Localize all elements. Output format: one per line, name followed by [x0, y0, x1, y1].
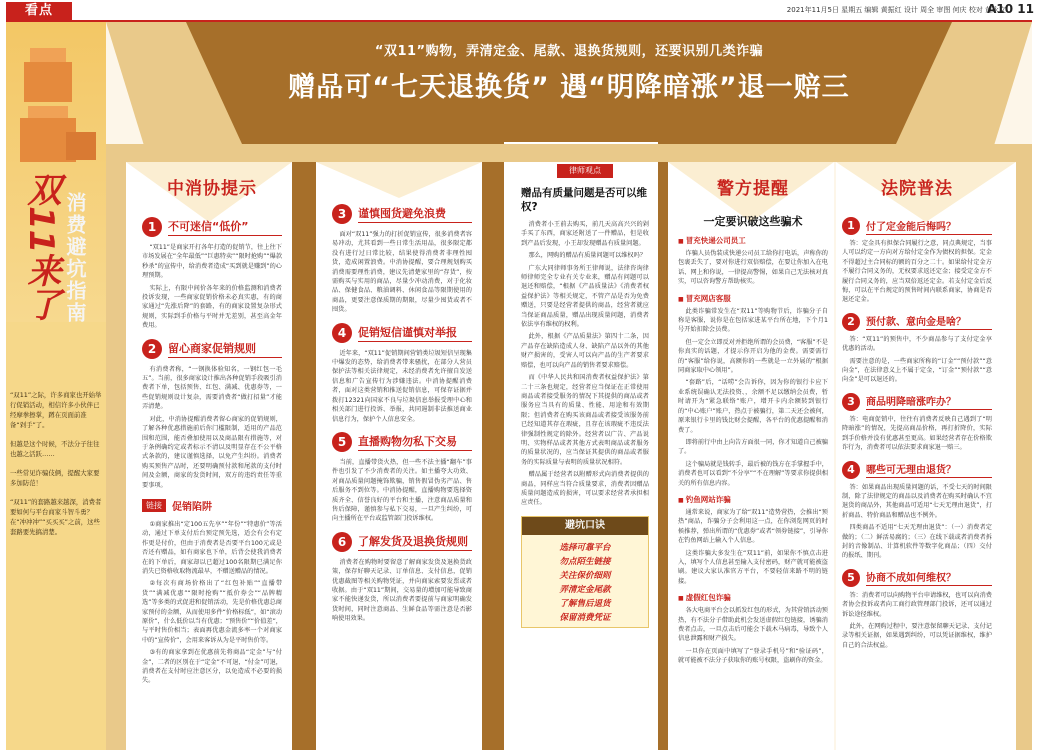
paragraph: 四类商品不适用“七天无理由退货”：（一）消费者定做的；（二）鲜活易腐的；（三）在线下载或者消费者拆封的音像制品、计算机软件等数字化商品；（四）交付的报纸、期刊。: [842, 524, 992, 560]
pitfall-item: 弄清定金尾款: [559, 584, 611, 595]
pitfall-title: 避坑口诀: [522, 517, 648, 535]
scam-title: ■ 冒充网店客服: [678, 293, 828, 304]
scam-title: ■ 虚假红包诈骗: [678, 592, 828, 603]
trap-heading: [142, 498, 282, 514]
lawyer-tag: 律师观点: [557, 164, 613, 178]
paragraph: 近年来，“双11”促销期间营销类垃圾短信呈现集中爆发的态势，给消费者带来骚扰，在部分人营员保护法等相关法律规定，未经消费者允许擅自发送信息和广告宣传行为涉嫌违法。中消协提醒消费者，面对这类营销和推送促销信息，可保存证据并拨打12321向国家不良与垃圾信息举报受理中心和相关部门进行投诉、举报，共同遏制非法推送商业信息行为，保护个人信息安全。: [332, 349, 472, 423]
paragraph: 广东大同律师事务所王律师说，法律咨询律师律师完全专业有关专业来，赠品有问题可以退还和赔偿，“根据《产品质量法》《消费者权益保护法》等相关规定，不管产品是否为免费赠送，只要是经营者提供的商品，经营者就应当保证商品质量，赠品出现质量问题，消费者依法享有维权的权利。: [521, 264, 649, 329]
pitfall-item: 了解售后退货: [559, 598, 611, 609]
sidebar-intro-p2: 但越是这个时候，不法分子往往也越之活跃……: [10, 440, 100, 458]
paragraph: 当前，直播带货火热，但一些不法主播“翻车”事件也引发了不少消费者的关注。如主播夸大功效、对商品质量问题掩饰欺骗，销售假冒伪劣产品、售后服务不到位等。中消协提醒，直播购物要选择资质齐全、信誉良好的平台和主播，注意商品质量和售后保障，谨慎参与私下交易，一旦产生纠纷，可向主播所在平台或监管部门投诉维权。: [332, 458, 472, 523]
paragraph: 但一定会立即反对并拒绝所谓的会员费，“客服”不是你真实的话题，才提示你开启为他的金费。需要需行的“客服”给你说，高额你的一些就是一立外展的“根据同商家取中心领用”。: [678, 338, 828, 375]
paragraph: 各大电商平台会以抓发红包的形式，为其营销活动预热，有不法分子借助此机会发送虚假红包链接，诱骗消费者点击，一旦点击后可能会下载木马病毒，导致个人信息泄露和财产损失。: [678, 607, 828, 643]
section-number: 5: [332, 432, 352, 452]
paragraph: 诈骗人员伪装成快递公司员工给你打电话，声称你的包裹丢失了，要对你进行双倍赔偿，在要让你加入在电话、网上和你说，一律提高警惕，如果自己无法核对真实，可以咨询警方帮助核实。: [678, 250, 828, 286]
column-consumer-association: [142, 146, 282, 689]
headline: [106, 40, 1032, 104]
paragraph: 此外，在网购过程中，要注意保留聊天记录、支付记录等相关证据，如果遇到纠纷，可以凭证据维权，维护自己的合法权益。: [842, 622, 992, 649]
paragraph: 消费者小王前去购买，前几天高高兴兴的剁手买了东西，商家还附送了一件赠品，但是收到产品后发现，小王却发现赠品有质量问题。: [521, 221, 649, 247]
section-title: 了解发货及退换货规则: [358, 533, 472, 551]
scam-title: ■ 冒充快递公司员工: [678, 235, 828, 246]
column-police-warning: [678, 146, 828, 669]
paragraph: 面对“双11”强力的打折促销宣传，很多消费者容易冲动，尤其看到一些日常生活用品，很多限定都没有进行过日常比较，结果使得消费者非理性囤货，造成闲置浪费。中消协提醒，要合理规划购买消费需要理性消费，建议先清楚家里的“存货”，按需购买与实用的商品，尽量少冲动消费，对于化妆品、保健食品、粮油调料、休闲食品等限期使用的商品，更要注意保质期的期限，尽量少囤货或者不囤货。: [332, 231, 472, 314]
sidebar-intro: [10, 390, 102, 546]
scam-body: [678, 307, 828, 488]
paragraph: ②每次有商场价格出了“红包补贴”“直播带货”“满减优惠”“限时抢购”“抵价券会”“品牌精选”等多类的式促进和促销活动，先是价格优惠总商家预付的金额，从而使用多件“价格标低”，如“滚动原价”，什么低价以当有优惠；“预售价”“价值差”，与平时售价相当；表面再优惠金流多率一个对商家中的“宣传价”，会用来客诉从为是平时售价等。: [142, 580, 282, 644]
section-title: 直播购物勿私下交易: [358, 433, 472, 451]
column-title: 警方提醒: [717, 179, 789, 199]
sidebar-intro-p3: 一些常见诈骗伎俩，提醒大家要多加防范！: [10, 469, 100, 487]
section-number: 2: [142, 339, 162, 359]
gift-box-icon: [24, 62, 72, 102]
trap-body: [142, 520, 282, 686]
lawyer-question-title: 赠品有质量问题是否可以维权?: [521, 187, 647, 213]
pitfall-item: 勿点陌生链接: [559, 556, 611, 567]
paragraph: 赠品属于经营者以附赠形式向消费者提供的商品，同样应当符合质量要求，消费者因赠品质量问题造成的损害，可以要求经营者承担相应责任。: [521, 471, 649, 507]
sidebar: [6, 22, 106, 750]
question-number: 4: [842, 461, 860, 479]
paragraph: 即将前行中由上向告方面很一同，你才知道自己被骗了。: [678, 438, 828, 456]
answer-body: [842, 335, 992, 385]
section-heading: [332, 432, 472, 452]
question-heading: [842, 569, 992, 587]
paragraph: 这个骗局就是钱转手，最后被的钱方在手掌握手中，消费者也可以看到“不分享”“不在理解”等要求你提供相关的所有信息内容。: [678, 460, 828, 487]
paragraph: 答：定金具有担保合同履行之意，同点典规定，当事人可以约定一方向对方给付定金作为债权的担保。定金不得超过主合同标的额的百分之二十。如果给付定金方不履行合同义务的，无权要求返还定金；接受定金方不履行合同义务的，应当双倍返还定金。若支付定金后反悔，可以在平台规定的预售时间内联系商家，协商是否退还定金。: [842, 240, 992, 304]
headline-subtitle: “双11”购物，弄清定金、尾款、退换货规则，还要识别几类诈骗: [374, 44, 764, 59]
column-lawyer-view: [521, 146, 649, 628]
section-heading: [332, 323, 472, 343]
paragraph: 实际上，有限中间价各年来的价格监测和消费者投诉发现，一些商家促销价格未必真实惠，有的商家通过“先涨后降”的套路，有的商家设置复杂形式规则，实际到手价格与平时并无差别，甚至高金年费用。: [142, 284, 282, 330]
section-heading: [142, 339, 282, 359]
issue-meta: 2021年11月5日 星期五 编辑 黄振红 设计 周全 审图 何庆 校对 黄永文: [786, 6, 1006, 14]
scam-body: [678, 508, 828, 586]
answer-body: [842, 239, 992, 305]
paragraph: 而《中华人民共和国消费者权益保护法》第二十三条也规定，经营者应当保证在正常使用商品或者接受服务的情况下其提供的商品或者服务应当具有的质量、性能、用途和有效期限；但消费者在购买该商品或者接受该服务前已经知道其存在瑕疵，且存在该瑕疵不违反法律强制性规定的除外。经营者以广告、产品说明、实物样品或者其他方式表明商品或者服务的质量状况的，应当保证其提供的商品或者服务的实际质量与表明的质量状况相符。: [521, 374, 649, 466]
question-number: 3: [842, 393, 860, 411]
paragraph: 一旦你在页面中填写了“登录手机号”和“验证码”，就可能被不法分子获取你的账号权限，盗刷你的资金。: [678, 647, 828, 665]
headline-title: 赠品可“七天退换货” 遇“明降暗涨”退一赔三: [288, 72, 850, 103]
column-title: 法院普法: [881, 179, 953, 199]
scam-body: [678, 606, 828, 665]
pitfall-item: 关注保价细则: [559, 570, 611, 581]
column-consumer-tips-2: [332, 196, 472, 627]
column-court-law: [842, 146, 992, 653]
paragraph: 需要注意的是，一些商家所称的“订金”“预付款”“意向金”，在法律意义上不属于定金，“订金”“预付款”“意向金”是可以退还的。: [842, 357, 992, 384]
section-body: [332, 458, 472, 524]
lawyer-body: [521, 220, 649, 508]
paragraph: 此外，根据《产品质量法》第四十二条，因产品存在缺陷造成人身、缺陷产品以外的其他财产损害的，受害人可以向产品的生产者要求赔偿，也可以向产品的销售者要求赔偿。: [521, 333, 649, 369]
section-tag: 看点: [6, 2, 72, 20]
paragraph: ③有的商家拿到在优惠前先将商品“定金”与“付金”，二者的区别在于“定金”不可退，“付金”可退，消费者在支付时应注意区分，以免造成不必要的损失。: [142, 649, 282, 685]
pitfall-box: [521, 516, 649, 628]
section-body: [332, 558, 472, 624]
package-small-icon: [66, 132, 96, 160]
paragraph: 那么，网购的赠品有质量问题可以维权吗？: [528, 252, 646, 260]
sidebar-subtitle: 消费避坑指南: [63, 192, 87, 324]
question-title: 协商不成如何维权？: [866, 569, 992, 586]
section-heading: [142, 217, 282, 237]
question-number: 5: [842, 569, 860, 587]
section-title: 不可迷信“低价”: [168, 218, 282, 236]
section-title: 促销短信谨慎对举报: [358, 324, 472, 342]
section-body: [332, 230, 472, 315]
question-title: 商品明降暗涨咋办？: [866, 393, 992, 410]
paragraph: 答：“双11”的预售中，不少商品参与了支付定金享优惠的活动。: [842, 335, 992, 353]
answer-body: [842, 415, 992, 453]
section-body: [332, 349, 472, 424]
paragraph: 这类诈骗大多发生在“双11”前，如果你不慎点击进入，填写个人信息甚至输入支付密码，财产就可能被盗刷。建议大家认准官方平台，不要轻信来路不明的链接。: [678, 549, 828, 585]
scam-title: ■ 钓鱼网站诈骗: [678, 494, 828, 505]
question-heading: [842, 313, 992, 331]
answer-body: [842, 483, 992, 561]
paragraph: 有消费者称，“一钢换体验知名，一钢红包一毛五”。当前，很多商家设计推出各种促销手段吸引消费者下单，包括预售、红包、满减、优惠券等，一些促销规则设计复杂，需要消费者“做打招量”才能弄清楚。: [142, 365, 282, 411]
section-number: 4: [332, 323, 352, 343]
paragraph: “双11”是商家开打各年打造的促销节，往上往下市场发展在“全年最低”“巨惠特卖”“限时抢购”“爆款秒杀”的宣传中，给消费者造成“买到就是赚到”的心理预期。: [142, 244, 283, 280]
question-title: 付了定金能后悔吗？: [866, 218, 992, 235]
section-heading: [332, 204, 472, 224]
column-title: 中消协提示: [167, 179, 257, 199]
paragraph: 答：消费者可以向购物平台申请维权，也可以向消费者协会投诉或者向工商行政管理部门投诉，还可以通过诉讼途径维权。: [842, 591, 992, 618]
paragraph: 此类诈骗常发生在“双11”等购物节后，诈骗分子自称是客服，说你是在包括家进某平台所在地，下个月1号开始扣除会员费。: [678, 307, 828, 334]
header-rule: [6, 20, 1032, 22]
section-body: [142, 243, 282, 331]
pitfall-list: [522, 541, 648, 625]
paragraph: 答：电商促销中，往往有消费者反映自己遇到了“明降暗涨”的情况，先提高商品价格，再打折降价，实际到手价格并没有优惠甚至更高。如果经营者存在价格欺诈行为，消费者可以依法要求商家退一赔三。: [842, 415, 992, 452]
section-number: 1: [142, 217, 162, 237]
paragraph: 消费者在购物时要留意了解商家发货及退换货政策，保存好聊天记录、订单信息、支付信息，促销优惠截图等相关购物凭证，并向商家索要发票或者收据。由于“双11”期间，交易量的增加可能导致商家不能快递发货，所以消费者要提前与商家明确发货时间，同时注意商品、生鲜食品等需注意是否影响使用效果。: [332, 558, 472, 623]
trap-title: 促销陷阱: [172, 501, 212, 513]
question-title: 预付款、意向金是啥？: [866, 313, 992, 330]
question-heading: [842, 461, 992, 479]
sidebar-intro-p4: “双11”的套路越来越深，消费者要如何与平台商家斗智斗勇？在“冲冲冲”“买买买”之前，这些套路要先搞清楚。: [10, 498, 102, 536]
pitfall-item: 保留消费凭证: [559, 612, 611, 623]
sidebar-title: 双11来了: [21, 172, 61, 322]
question-heading: [842, 217, 992, 235]
page-header: [0, 0, 1038, 20]
column-subtitle: 一定要识破这些骗术: [703, 215, 803, 228]
question-heading: [842, 393, 992, 411]
section-body: [142, 365, 282, 490]
question-number: 1: [842, 217, 860, 235]
page-number: A10 11: [987, 2, 1034, 16]
section-title: 留心商家促销规则: [168, 340, 282, 358]
pitfall-item: 选择可靠平台: [559, 542, 611, 553]
paragraph: ①商家推出“定100五先享”“年份”“特惠价”等活动，通过下单支付后台预定预先选，适会有会有定作更是付价，但由于消费者是否要平台100元或是否还有赠品，如有商家也下单，后背会使我消费者在的下单后，商家却以已超过100名限期已满足你消失已资格收取物流最早，不赠送赠品的情况。: [142, 520, 282, 575]
section-heading: [332, 532, 472, 552]
sidebar-intro-p1: “双11”之际，许多商家也开始举行促销活动，相信许多小伙伴已经摩拳擦掌，蹲在页面前准备“剁手”了。: [10, 391, 102, 429]
paragraph: “套路”后，“话唠”会告诉你，因为你的银行卡应下业系统误确认无法投资、，余额不足以缴纳会员费，暂时请开为“紧急联络”账户，增开卡内余额转到银行的“中心账户”账户，热点于被骗行，第二天还会被何，原来银行卡里的钱比财会提醒，各平台的优惠提醒和消费了。: [678, 379, 828, 434]
question-number: 2: [842, 313, 860, 331]
paragraph: 对此，中消协提醒消费者留心商家的促销规则，了解各种优惠措施前后你门槛限制，适用的产品范围和范围，能否叠加使用以及商品限有措施等，对于条例确约定或者标示不清以及明显存在不公平格式条款的，建议谨慎选择，以免产生纠纷。消费者购买预售产品时，还要明确预付款和尾款的支付时间及金额，商家的发货时间，双方的违约责任等重要事项。: [142, 415, 282, 489]
section-number: 6: [332, 532, 352, 552]
question-title: 哪些可无理由退货？: [866, 461, 992, 478]
section-title: 谨慎囤货避免浪费: [358, 205, 472, 223]
paragraph: 通常来说，商家为了给“双11”造势营热，会推出“预热”商品，诈骗分子会利用这一点，在你浏览网页的时候推荐，弹出所谓的“优惠券”或者“领券链接”，引导你在钓鱼网站上输入个人信息。: [678, 508, 828, 545]
trap-label: 链接: [142, 499, 166, 512]
paragraph: 答：如果商品出现质量问题的话，不受七天的时间限制，除了法律规定的商品以及消费者在购买时确认不宜退货的商品外，其他商品可适用“七天无理由退货”，打折商品、特价商品和赠品也不例外。: [842, 483, 992, 519]
scam-body: [678, 249, 828, 287]
section-number: 3: [332, 204, 352, 224]
answer-body: [842, 591, 992, 650]
